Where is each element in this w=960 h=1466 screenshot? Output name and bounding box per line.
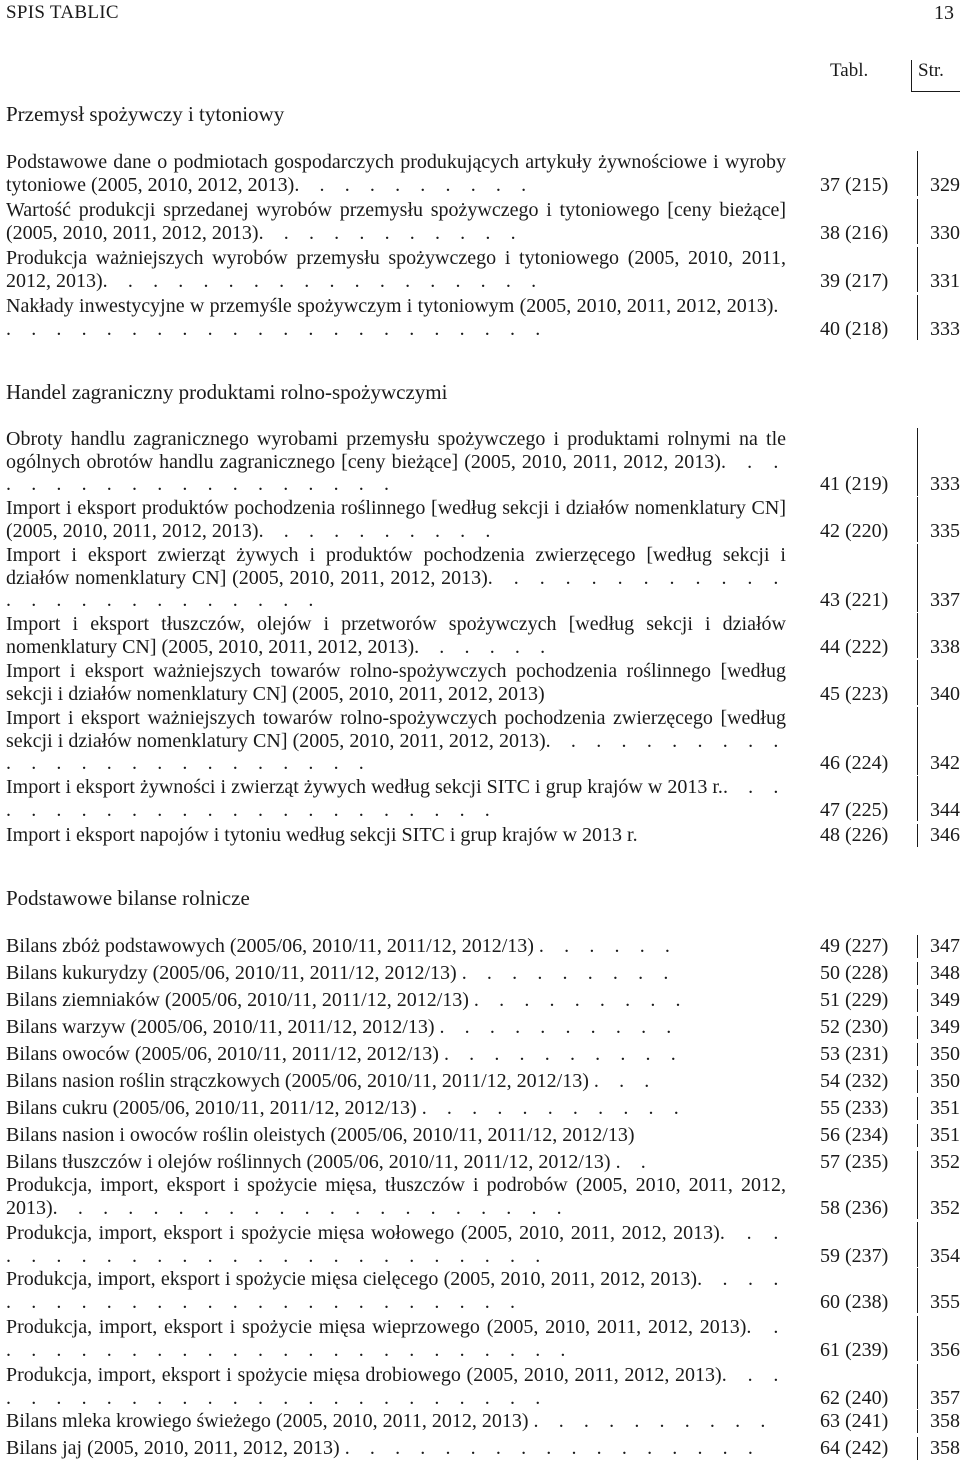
column-divider bbox=[917, 428, 918, 496]
toc-entry[interactable] bbox=[6, 1016, 960, 1039]
page-ref: 329 bbox=[930, 173, 960, 196]
column-divider bbox=[917, 935, 918, 958]
table-number: 41 (219) bbox=[820, 473, 889, 495]
toc-entry[interactable] bbox=[6, 989, 960, 1012]
toc-entry[interactable] bbox=[6, 613, 960, 658]
column-underline bbox=[911, 91, 960, 92]
column-divider bbox=[917, 1222, 918, 1267]
page-number: 13 bbox=[934, 2, 954, 24]
entry-text: Produkcja, import, eksport i spożycie mięsa cielęcego (2005, 2010, 2011, 2012, 2013) bbox=[6, 1268, 698, 1290]
running-header-title: SPIS TABLIC bbox=[6, 2, 119, 23]
column-divider bbox=[917, 824, 918, 847]
page-ref: 349 bbox=[930, 1016, 960, 1038]
leader-dots: . . . . . . . . . . . . . . . . . . . bbox=[6, 450, 787, 495]
leader-dots: . . . . . . . . . . . bbox=[421, 1097, 687, 1119]
toc-entry[interactable] bbox=[6, 247, 960, 292]
table-number: 57 (235) bbox=[820, 1151, 889, 1173]
page-ref: 351 bbox=[930, 1097, 960, 1119]
table-number: 39 (217) bbox=[820, 269, 889, 292]
column-divider bbox=[917, 707, 918, 775]
column-divider bbox=[917, 1268, 918, 1313]
entry-text: Produkcja ważniejszych wyrobów przemysłu spożywczego i tytoniowego (2005, 2010, 2011, 2012, 2013) bbox=[6, 247, 786, 292]
entry-text: Import i eksport produktów pochodzenia roślinnego [według sekcji i działów nomenklatury CN] (2005, 2010, 2011, 2012, 2013) bbox=[6, 497, 786, 542]
entry-text: Bilans nasion roślin strączkowych (2005/06, 2010/11, 2011/12, 2012/13) bbox=[6, 1070, 589, 1092]
entry-text: Bilans warzyw (2005/06, 2010/11, 2011/12, 2012/13) bbox=[6, 1016, 435, 1038]
page-ref: 333 bbox=[930, 317, 960, 340]
page-ref: 355 bbox=[930, 1290, 960, 1313]
table-number: 43 (221) bbox=[820, 589, 889, 611]
page-ref: 354 bbox=[930, 1244, 960, 1267]
column-divider bbox=[911, 60, 912, 92]
toc-entry[interactable] bbox=[6, 151, 960, 196]
toc-entry[interactable] bbox=[6, 1043, 960, 1066]
entry-text: Produkcja, import, eksport i spożycie mięsa, tłuszczów i podrobów (2005, 2010, 2011, 2012, 2013) bbox=[6, 1174, 786, 1219]
leader-dots: . . . . . . . . . bbox=[473, 989, 689, 1011]
leader-dots: . . . . . . . . . bbox=[461, 962, 676, 984]
leader-dots: . . . . . . . . . . . . . . . . . . . . . . . . . bbox=[6, 1222, 786, 1267]
toc-entry[interactable] bbox=[6, 428, 960, 496]
leader-dots: . . . . . . . . . . . . . . . . . bbox=[344, 1437, 761, 1459]
entry-text: Import i eksport ważniejszych towarów rolno-spożywczych pochodzenia roślinnego [według sekcji i działów nomenklatury CN] (2005, 2010, 2011, 2012, 2013) bbox=[6, 660, 786, 705]
entry-text: Bilans nasion i owoców roślin oleistych (2005/06, 2010/11, 2011/12, 2012/13) bbox=[6, 1124, 635, 1146]
page-ref: 349 bbox=[930, 989, 960, 1011]
table-number: 58 (236) bbox=[820, 1196, 889, 1219]
table-number: 44 (222) bbox=[820, 635, 889, 658]
page-ref: 331 bbox=[930, 269, 960, 292]
toc-entry[interactable] bbox=[6, 1070, 960, 1093]
leader-dots: . . . . . . . . . . . . . . . . . . bbox=[102, 269, 544, 292]
table-number: 61 (239) bbox=[820, 1338, 889, 1361]
column-divider bbox=[917, 776, 918, 821]
entry-text: Import i eksport napojów i tytoniu według sekcji SITC i grup krajów w 2013 r. bbox=[6, 824, 638, 846]
entry-text: Produkcja, import, eksport i spożycie mięsa drobiowego (2005, 2010, 2011, 2012, 2013) bbox=[6, 1364, 722, 1386]
column-divider bbox=[917, 1043, 918, 1066]
page-ref: 346 bbox=[930, 824, 960, 846]
page-ref: 352 bbox=[930, 1196, 960, 1219]
table-number: 64 (242) bbox=[820, 1437, 889, 1459]
table-number: 38 (216) bbox=[820, 221, 889, 244]
toc-entry[interactable] bbox=[6, 1364, 960, 1409]
leader-dots: . . . . . . . . . . . . . . . . . . . . . . . . . bbox=[6, 729, 786, 774]
page-ref: 356 bbox=[930, 1338, 960, 1361]
leader-dots: . . . . . . . . . . . . . . . . . . . . . bbox=[52, 1196, 570, 1219]
toc-entry[interactable] bbox=[6, 544, 960, 612]
leader-dots: . . bbox=[615, 1151, 654, 1173]
column-divider bbox=[917, 962, 918, 985]
table-number: 47 (225) bbox=[820, 798, 889, 821]
column-divider bbox=[917, 1174, 918, 1219]
table-number: 52 (230) bbox=[820, 1016, 889, 1038]
toc-entry[interactable] bbox=[6, 199, 960, 244]
leader-dots: . . . . . . . . . . . . . . . . . . . . . . . . . bbox=[6, 1364, 787, 1409]
entry-text: Nakłady inwestycyjne w przemyśle spożywczym i tytoniowym (2005, 2010, 2011, 2012, 2013) bbox=[6, 295, 774, 317]
column-divider bbox=[917, 247, 918, 292]
page-ref: 330 bbox=[930, 221, 960, 244]
table-number: 40 (218) bbox=[820, 317, 889, 340]
section-title: Podstawowe bilanse rolnicze bbox=[6, 886, 250, 910]
table-number: 53 (231) bbox=[820, 1043, 889, 1065]
column-headers bbox=[800, 60, 960, 92]
leader-dots: . . . . . . . . . . bbox=[443, 1043, 684, 1065]
entry-text: Import i eksport zwierząt żywych i produktów pochodzenia zwierzęcego [według sekcji i działów nomenklatury CN] (2005, 2010, 2011, 2012, 2013) bbox=[6, 544, 786, 589]
column-divider bbox=[917, 1410, 918, 1433]
page-ref: 347 bbox=[930, 935, 960, 957]
table-number: 56 (234) bbox=[820, 1124, 889, 1146]
table-number: 46 (224) bbox=[820, 752, 889, 774]
column-divider bbox=[917, 295, 918, 340]
table-number: 48 (226) bbox=[820, 824, 889, 846]
toc-entry[interactable] bbox=[6, 1437, 960, 1460]
column-divider bbox=[917, 199, 918, 244]
page-ref: 338 bbox=[930, 635, 960, 658]
entry-text: Bilans owoców (2005/06, 2010/11, 2011/12, 2012/13) bbox=[6, 1043, 439, 1065]
column-divider bbox=[917, 1437, 918, 1460]
column-header-str: Str. bbox=[918, 60, 944, 81]
toc-entry[interactable] bbox=[6, 660, 960, 705]
table-number: 50 (228) bbox=[820, 962, 889, 984]
leader-dots: . . . . . . . . . . bbox=[258, 519, 498, 542]
entry-text: Import i eksport tłuszczów, olejów i przetworów spożywczych [według sekcji i działów nomenklatury CN] (2005, 2010, 2011, 2012, 2013) bbox=[6, 613, 786, 658]
toc-entry[interactable] bbox=[6, 1174, 960, 1219]
entry-text: Bilans mleka krowiego świeżego (2005, 2010, 2011, 2012, 2013) bbox=[6, 1410, 529, 1432]
leader-dots: . . . . . . bbox=[414, 635, 553, 658]
column-divider bbox=[917, 1124, 918, 1147]
toc-entry[interactable] bbox=[6, 1151, 960, 1174]
toc-entry[interactable] bbox=[6, 824, 960, 847]
table-number: 49 (227) bbox=[820, 935, 889, 957]
column-divider bbox=[917, 544, 918, 612]
page-ref: 333 bbox=[930, 473, 960, 495]
toc-entry[interactable] bbox=[6, 707, 960, 775]
page-ref: 344 bbox=[930, 798, 960, 821]
toc-entry[interactable] bbox=[6, 1124, 960, 1147]
column-divider bbox=[917, 151, 918, 196]
table-number: 63 (241) bbox=[820, 1410, 889, 1432]
page-ref: 335 bbox=[930, 519, 960, 542]
leader-dots: . . . bbox=[593, 1070, 657, 1092]
page-ref: 337 bbox=[930, 589, 960, 611]
entry-text: Podstawowe dane o podmiotach gospodarczych produkujących artykuły żywnościowe i wyroby tytoniowe (2005, 2010, 2012, 2013) bbox=[6, 151, 786, 196]
section-title: Przemysł spożywczy i tytoniowy bbox=[6, 102, 285, 126]
column-divider bbox=[917, 1097, 918, 1120]
entry-text: Produkcja, import, eksport i spożycie mięsa wołowego (2005, 2010, 2011, 2012, 2013) bbox=[6, 1222, 720, 1244]
leader-dots: . . . . . . . . . . . . . . . . . . . . . . . . . bbox=[6, 1316, 786, 1361]
page-ref: 350 bbox=[930, 1070, 960, 1092]
toc-entry[interactable] bbox=[6, 1268, 960, 1313]
entry-text: Produkcja, import, eksport i spożycie mięsa wieprzowego (2005, 2010, 2011, 2012, 2013) bbox=[6, 1316, 747, 1338]
toc-entry[interactable] bbox=[6, 1316, 960, 1361]
leader-dots: . . . . . . . . . . . . . . . . . . . . . . . bbox=[6, 776, 786, 821]
entry-text: Bilans ziemniaków (2005/06, 2010/11, 2011/12, 2012/13) bbox=[6, 989, 469, 1011]
column-divider bbox=[917, 1364, 918, 1409]
table-number: 55 (233) bbox=[820, 1097, 889, 1119]
table-number: 54 (232) bbox=[820, 1070, 889, 1092]
entry-text: Import i eksport ważniejszych towarów rolno-spożywczych pochodzenia zwierzęcego [według sekcji i działów nomenklatury CN] (2005, 2010, 2011, 2012, 2013) bbox=[6, 707, 786, 752]
page-ref: 351 bbox=[930, 1124, 960, 1146]
entry-text: Bilans tłuszczów i olejów roślinnych (2005/06, 2010/11, 2011/12, 2012/13) bbox=[6, 1151, 611, 1173]
column-divider bbox=[917, 613, 918, 658]
column-divider bbox=[917, 660, 918, 705]
page-ref: 352 bbox=[930, 1151, 960, 1173]
entry-text: Bilans kukurydzy (2005/06, 2010/11, 2011/12, 2012/13) bbox=[6, 962, 457, 984]
leader-dots: . . . . . . . . . . . . . . . . . . . . . . . bbox=[6, 295, 786, 340]
table-number: 62 (240) bbox=[820, 1386, 889, 1409]
table-number: 59 (237) bbox=[820, 1244, 889, 1267]
leader-dots: . . . . . . . . . . . bbox=[258, 221, 524, 244]
toc-entry[interactable] bbox=[6, 497, 960, 542]
column-header-tabl: Tabl. bbox=[830, 60, 869, 81]
leader-dots: . . . . . . bbox=[538, 935, 678, 957]
toc-entry[interactable] bbox=[6, 1410, 960, 1433]
page-ref: 340 bbox=[930, 682, 960, 705]
toc-entry[interactable] bbox=[6, 935, 960, 958]
section-title: Handel zagraniczny produktami rolno-spożywczymi bbox=[6, 380, 448, 404]
column-divider bbox=[917, 1316, 918, 1361]
toc-entry[interactable] bbox=[6, 295, 960, 340]
table-number: 45 (223) bbox=[820, 682, 889, 705]
entry-text: Import i eksport żywności i zwierząt żywych według sekcji SITC i grup krajów w 2013 r. bbox=[6, 776, 723, 798]
toc-entry[interactable] bbox=[6, 776, 960, 821]
entry-text: Bilans cukru (2005/06, 2010/11, 2011/12, 2012/13) bbox=[6, 1097, 417, 1119]
page-ref: 358 bbox=[930, 1410, 960, 1432]
leader-dots: . . . . . . . . . . bbox=[533, 1410, 773, 1432]
leader-dots: . . . . . . . . . . . . . . . . . . . . . . . . . bbox=[6, 1268, 787, 1313]
toc-entry[interactable] bbox=[6, 1097, 960, 1120]
toc-entry[interactable] bbox=[6, 962, 960, 985]
page-ref: 358 bbox=[930, 1437, 960, 1459]
column-divider bbox=[917, 1016, 918, 1039]
table-number: 60 (238) bbox=[820, 1290, 889, 1313]
page-ref: 350 bbox=[930, 1043, 960, 1065]
leader-dots: . . . . . . . . . . bbox=[294, 173, 534, 196]
table-number: 42 (220) bbox=[820, 519, 889, 542]
page-ref: 342 bbox=[930, 752, 960, 774]
page-ref: 348 bbox=[930, 962, 960, 984]
column-divider bbox=[917, 1070, 918, 1093]
column-divider bbox=[917, 989, 918, 1012]
entry-text: Wartość produkcji sprzedanej wyrobów przemysłu spożywczego i tytoniowego [ceny bieżące] (2005, 2010, 2011, 2012, 2013) bbox=[6, 199, 786, 244]
leader-dots: . . . . . . . . . . . . . . . . . . . . . . . . . bbox=[6, 566, 786, 611]
table-number: 51 (229) bbox=[820, 989, 889, 1011]
column-divider bbox=[917, 497, 918, 542]
column-divider bbox=[917, 1151, 918, 1174]
table-number: 37 (215) bbox=[820, 173, 889, 196]
toc-entry[interactable] bbox=[6, 1222, 960, 1267]
leader-dots: . . . . . . . . . . bbox=[439, 1016, 679, 1038]
entry-text: Obroty handlu zagranicznego wyrobami przemysłu spożywczego i produktami rolnymi na tle ogólnych obrotów handlu zagranicznego [ceny bieżące] (2005, 2010, 2011, 2012, 2013) bbox=[6, 428, 786, 473]
entry-text: Bilans zbóż podstawowych (2005/06, 2010/11, 2011/12, 2012/13) bbox=[6, 935, 534, 957]
entry-text: Bilans jaj (2005, 2010, 2011, 2012, 2013) bbox=[6, 1437, 340, 1459]
page-ref: 357 bbox=[930, 1386, 960, 1409]
